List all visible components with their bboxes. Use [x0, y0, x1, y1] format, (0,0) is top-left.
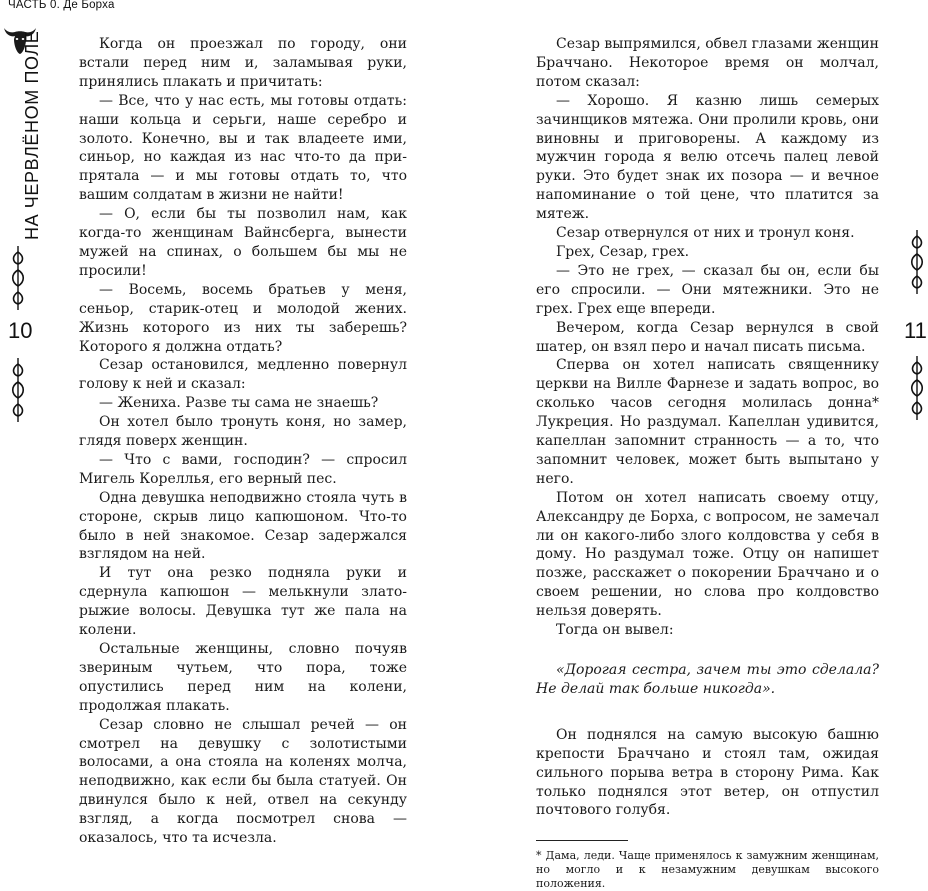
- paragraph: Сезар выпрямился, обвел глазами женщин Браччано. Некоторое время он молчал, потом сказал:: [536, 36, 879, 90]
- paragraph: — О, если бы ты позволил нам, как когда-то женщинам Вайнсберга, вынести мужей на спинах, о большем бы мы не просили!: [79, 206, 407, 279]
- paragraph: Сезар отвернулся от них и тронул коня.: [556, 225, 855, 242]
- ornament-icon: [11, 358, 25, 422]
- paragraph: И тут она резко подняла руки и сдернула капюшон — мелькнули злато-рыжие волосы. Девушка тут же пала на колени.: [79, 565, 407, 639]
- paragraph: Вечером, когда Сезар вернулся в свой шатер, он взял перо и начал писать письма.: [536, 319, 879, 355]
- page-number-right: 11: [904, 318, 927, 343]
- left-page: [0, 0, 464, 847]
- paragraph: — Что с вами, господин? — спросил Мигель Кореллья, его верный пес.: [79, 451, 407, 487]
- letter-quote: «Дорогая сестра, зачем ты это сделала? Не делай так больше никогда».: [536, 662, 879, 697]
- paragraph: Он поднялся на самую высокую башню крепости Браччано и стоял там, ожидая сильного порыва ветра в сторону Рима. Как только поднялся этот ветер, он отпустил почтового голубя.: [536, 726, 879, 819]
- footnote-divider: [536, 840, 628, 841]
- left-page-text: [79, 35, 407, 848]
- paragraph: Сперва он хотел написать священнику церкви на Вилле Фарнезе и задать вопрос, во сколько часов сегодня молилась донна* Лукреция. Но раздумал. Капеллан удивится, капеллан запомнит странность — а то, что запомнит человек, может быть выпытано у него.: [536, 357, 879, 487]
- running-head: ЧАСТЬ 0. Де Борха: [8, 0, 115, 11]
- paragraph: Потом он хотел написать своему отцу, Александру де Борха, с вопросом, не замечал ли он какого-либо злого колдовства у себя в дому. Но раздумал тоже. Отцу он напишет позже, расскажет о покорении Браччано и о своем решении, но слова про колдовство нельзя доверять.: [536, 489, 879, 620]
- paragraph: Когда он проезжал по городу, они встали перед ним и, заламывая руки, принялись плакать и причитать:: [79, 36, 407, 90]
- paragraph: — Восемь, восемь братьев у меня, сеньор, старик-отец и молодой жених. Жизнь которого из них ты заберешь? Которого я должна отдать?: [79, 281, 407, 355]
- footnote: * Дама, леди. Чаще применялось к замужним женщинам, но могло и к незамужним девушкам высокого положения.: [536, 849, 879, 891]
- paragraph: — Жениха. Разве ты сама не знаешь?: [99, 395, 379, 412]
- paragraph: Одна девушка неподвижно стояла чуть в стороне, скрыв лицо капюшоном. Что-то было в ней знакомое. Сезар задержался взглядом на ней.: [79, 489, 407, 563]
- paragraph: — Все, что у нас есть, мы готовы отдать: наши кольца и серьги, наше серебро и золото. Конечно, вы и так владеете ими, синьор, но каждая из нас что-то да припрятала — и мы готовы отдать то, что вашим солдатам в жизни не найти!: [79, 92, 407, 204]
- right-page-text: [536, 35, 879, 891]
- paragraph: Грех, Сезар, грех.: [556, 243, 690, 260]
- ornament-icon: [910, 356, 924, 420]
- ornament-icon: [11, 246, 25, 310]
- right-page: [464, 0, 928, 891]
- paragraph: Сезар остановился, медленно повернул голову к ней и сказал:: [79, 357, 407, 393]
- ornament-icon: [910, 230, 924, 294]
- paragraph: — Хорошо. Я казню лишь семерых зачинщиков мятежа. Они пролили кровь, они виновны и приговорены. А каждому из мужчин города я велю отсечь палец левой руки. Это будет знак их позора — и вечное напоминание о той цене, что платится за мятеж.: [536, 92, 879, 223]
- page-number-left: 10: [8, 318, 33, 343]
- paragraph: Остальные женщины, словно почуяв звериным чутьем, что пора, тоже опустились перед ним на колени, продолжая плакать.: [79, 641, 407, 714]
- paragraph: — Это не грех, — сказал бы он, если бы его спросили. — Они мятежники. Это не грех. Грех еще впереди.: [536, 262, 879, 317]
- paragraph: Тогда он вывел:: [556, 622, 674, 639]
- paragraph: Он хотел было тронуть коня, но замер, глядя поверх женщин.: [79, 414, 407, 450]
- paragraph: Сезар словно не слышал речей — он смотрел на девушку с золотистыми волосами, а она стояла на коленях молча, неподвижно, как если бы была статуей. Он двинулся было к ней, отвел на секунду взгляд, а когда посмотрел снова — оказалось, что та исчезла.: [79, 716, 407, 847]
- book-title-vertical: НА ЧЕРВЛЁНОМ ПОЛЕ: [22, 30, 42, 240]
